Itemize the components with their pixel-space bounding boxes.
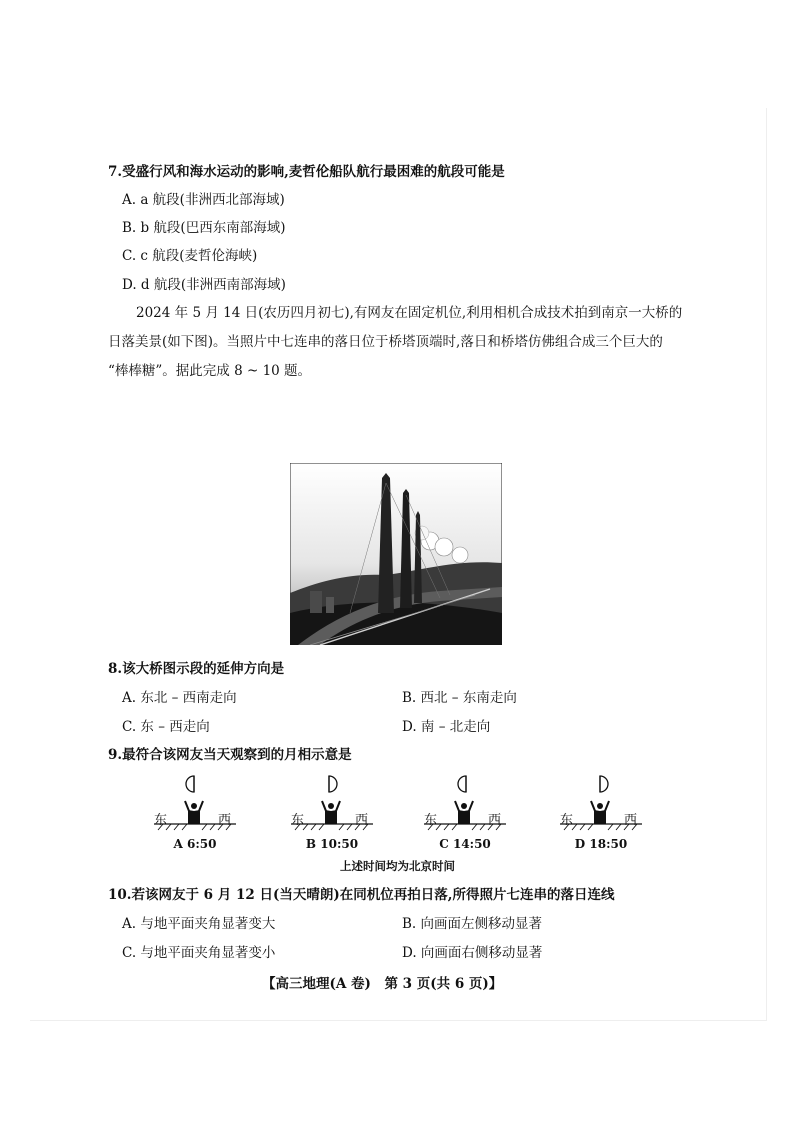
q8-option-b: B. 西北 – 东南走向	[402, 690, 517, 706]
figure-d-label: D 18:50	[574, 837, 628, 851]
passage-line-3: “棒棒糖”。据此完成 8 ~ 10 题。	[108, 363, 312, 379]
q8-option-d: D. 南 – 北走向	[402, 719, 491, 735]
q10-option-d: D. 向画面右侧移动显著	[402, 945, 543, 961]
figure-b-label: B 10:50	[305, 837, 359, 851]
figure-c-label: C 14:50	[439, 837, 491, 851]
figure-d-east: 东	[560, 813, 574, 828]
q10-option-c: C. 与地平面夹角显著变小	[122, 945, 276, 961]
moon-figure-b	[287, 772, 377, 842]
passage-line-2: 日落美景(如下图)。当照片中七连串的落日位于桥塔顶端时,落日和桥塔仿佛组合成三个巨大的	[108, 334, 663, 350]
figure-c-east: 东	[424, 813, 438, 828]
q8-option-c: C. 东 – 西走向	[122, 719, 210, 735]
figure-d-west: 西	[624, 813, 638, 828]
figure-a-east: 东	[154, 813, 168, 828]
figure-caption: 上述时间均为北京时间	[340, 859, 455, 873]
moon-figure-d	[556, 772, 646, 842]
q7-option-a: A. a 航段(非洲西北部海域)	[122, 192, 285, 208]
q10-option-b: B. 向画面左侧移动显著	[402, 916, 543, 932]
passage-line-1: 2024 年 5 月 14 日(农历四月初七),有网友在固定机位,利用相机合成技术拍到南京一大桥的	[136, 305, 683, 321]
q7-option-b: B. b 航段(巴西东南部海域)	[122, 220, 286, 236]
q7-option-c: C. c 航段(麦哲伦海峡)	[122, 248, 258, 264]
q9-stem: 9.最符合该网友当天观察到的月相示意是	[108, 747, 352, 763]
figure-a-label: A 6:50	[173, 837, 217, 851]
q7-option-d: D. d 航段(非洲西南部海域)	[122, 277, 286, 293]
q8-stem: 8.该大桥图示段的延伸方向是	[108, 661, 285, 677]
moon-figure-c	[420, 772, 510, 842]
moon-figure-a	[150, 772, 240, 842]
q10-option-a: A. 与地平面夹角显著变大	[122, 916, 276, 932]
page-footer: 【高三地理(A 卷) 第 3 页(共 6 页)】	[262, 976, 503, 992]
q8-option-a: A. 东北 – 西南走向	[122, 690, 237, 706]
bridge-sunset-photo	[290, 463, 502, 645]
figure-b-east: 东	[291, 813, 305, 828]
figure-b-west: 西	[355, 813, 369, 828]
figure-a-west: 西	[218, 813, 232, 828]
q10-stem: 10.若该网友于 6 月 12 日(当天晴朗)在同机位再拍日落,所得照片七连串的落日连线	[108, 887, 615, 903]
q7-stem: 7.受盛行风和海水运动的影响,麦哲伦船队航行最困难的航段可能是	[108, 164, 505, 180]
figure-c-west: 西	[488, 813, 502, 828]
